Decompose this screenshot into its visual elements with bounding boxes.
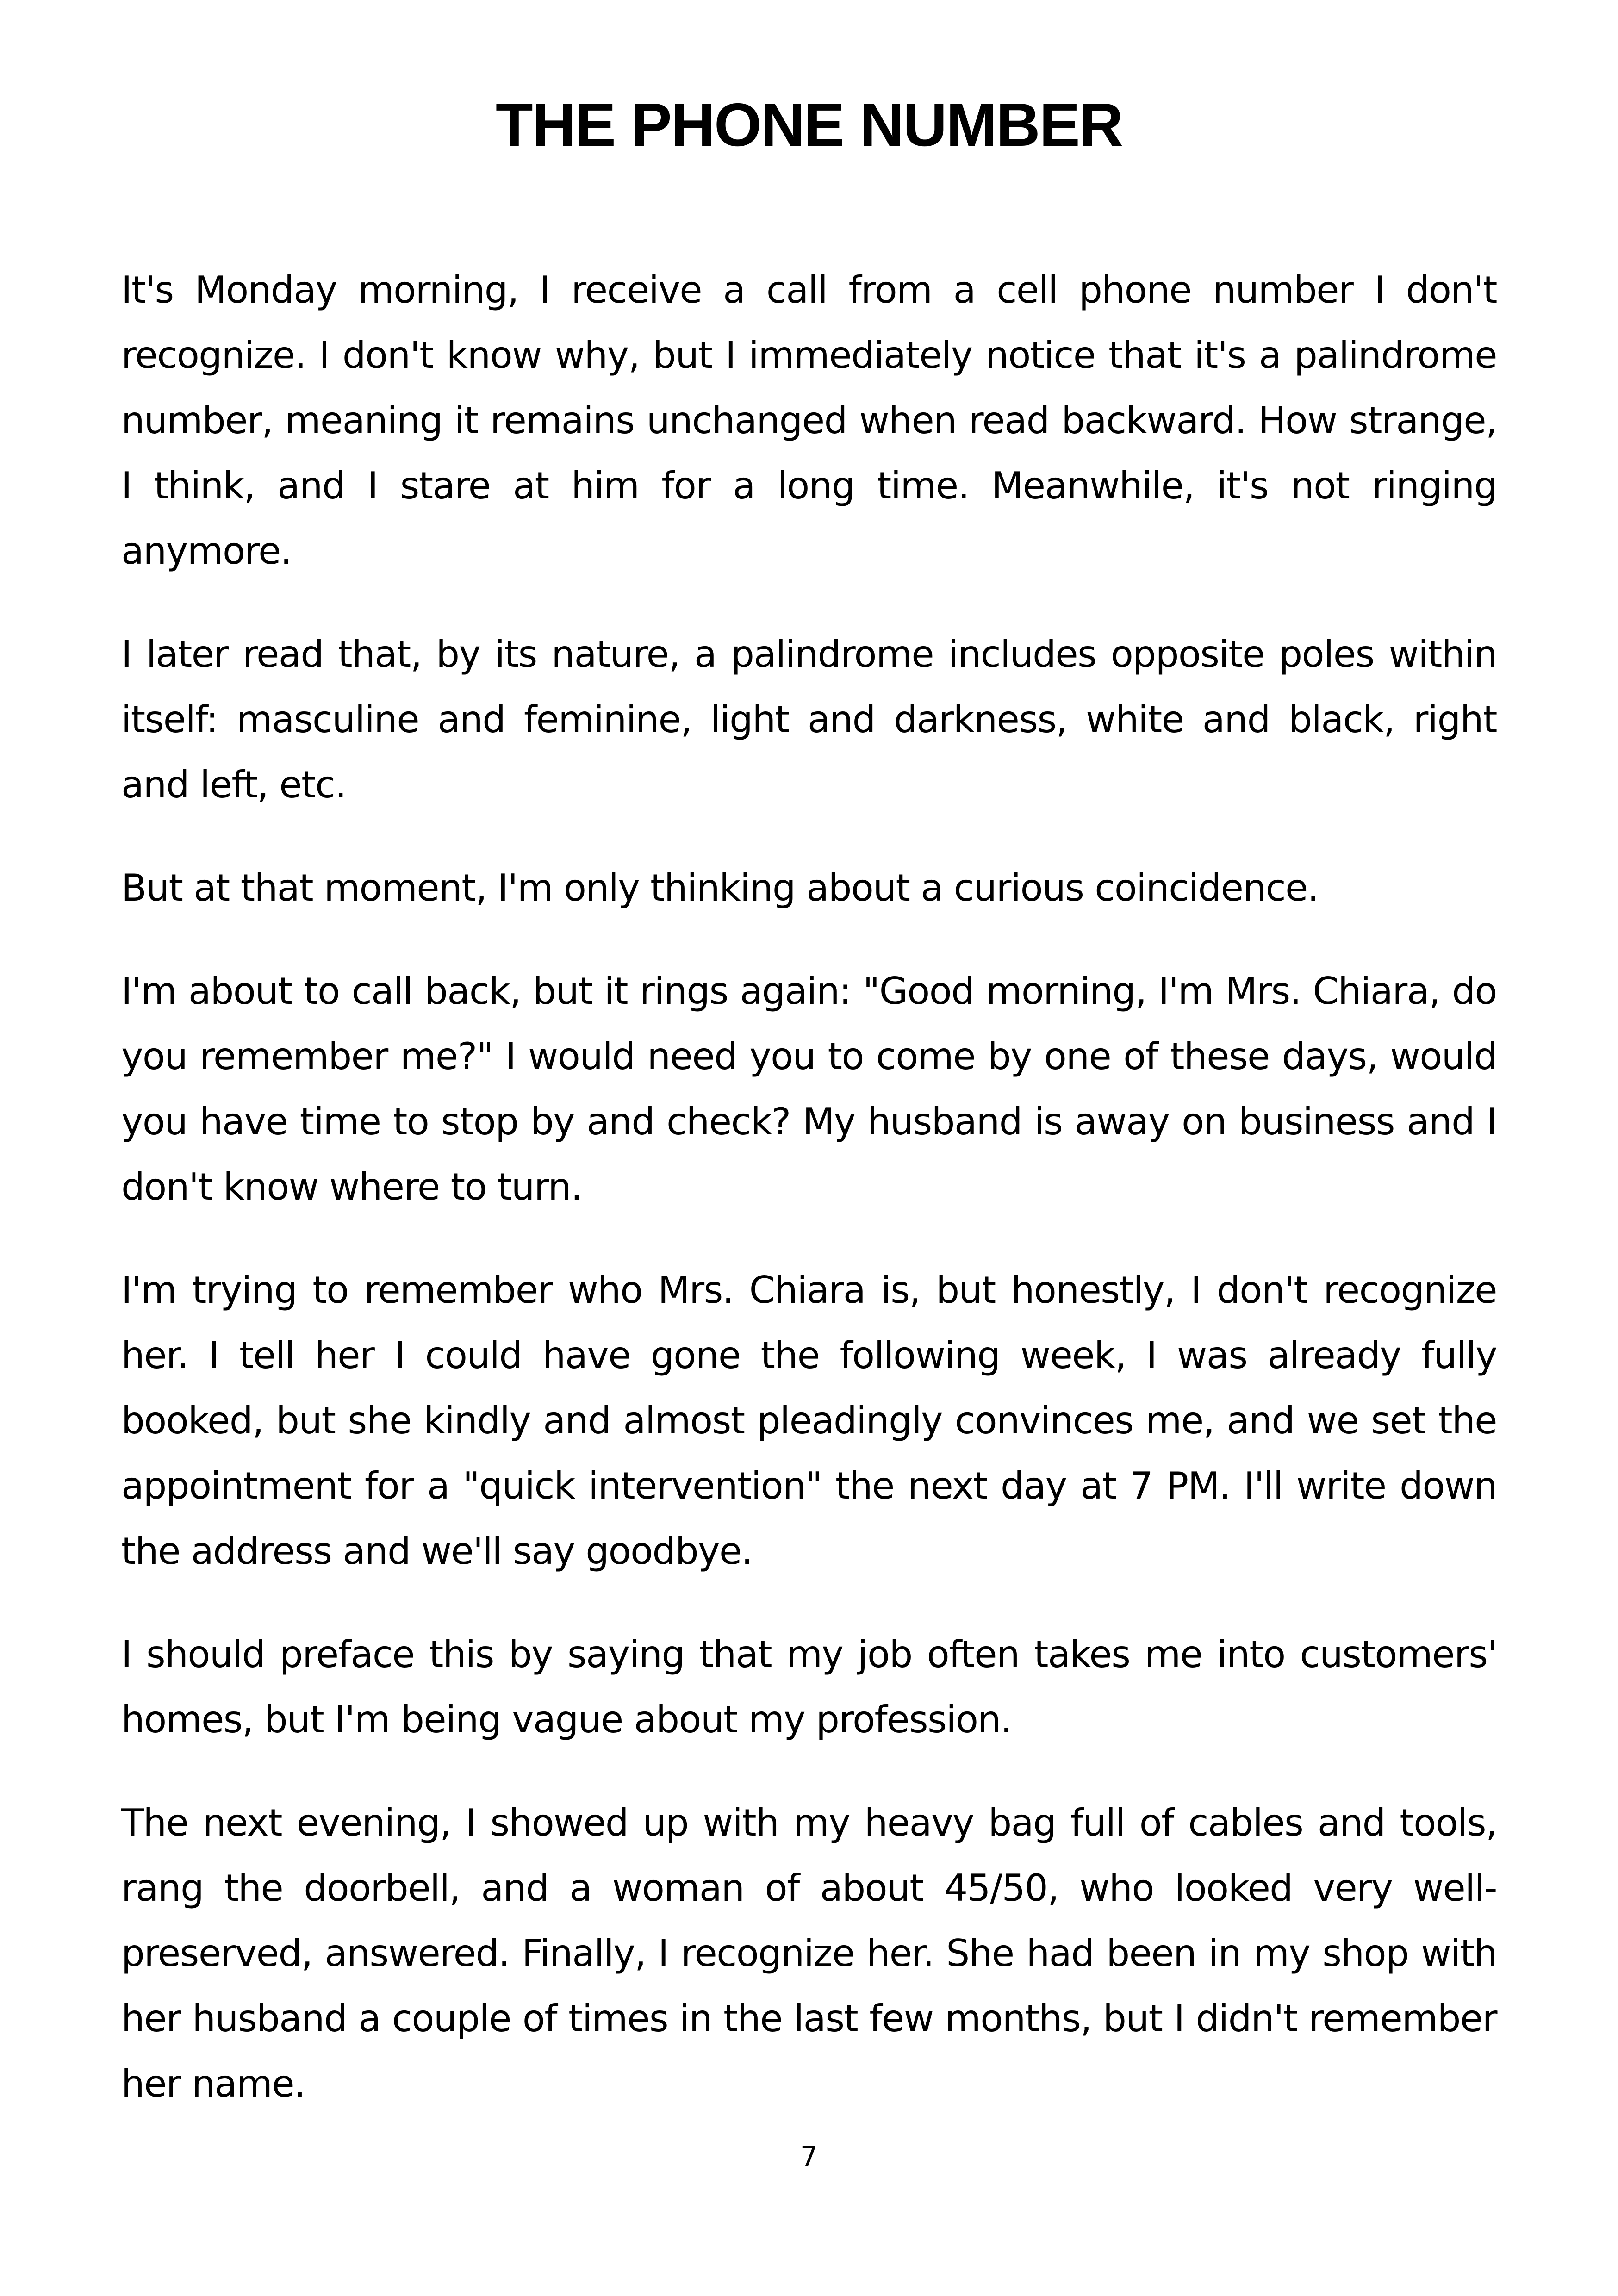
chapter-body [121, 257, 1497, 2116]
paragraph: The next evening, I showed up with my heavy bag full of cables and tools, rang the doorbell, and a woman of about 45/50, who looked very well-preserved, answered. Finally, I recognize her. She had been in my shop with her husband a couple of times in the last few months, but I didn't remember her name. [121, 1801, 1497, 2105]
page-number: 7 [800, 2140, 818, 2173]
paragraph: I'm about to call back, but it rings again: "Good morning, I'm Mrs. Chiara, do you remember me?" I would need you to come by one of these days, would you have time to stop by and check? My husband is away on business and I don't know where to turn. [121, 970, 1497, 1208]
paragraph: I'm trying to remember who Mrs. Chiara is, but honestly, I don't recognize her. I tell her I could have gone the following week, I was already fully booked, but she kindly and almost pleadingly convinces me, and we set the appointment for a "quick intervention" the next day at 7 PM. I'll write down the address and we'll say goodbye. [121, 1269, 1497, 1573]
paragraph: It's Monday morning, I receive a call from a cell phone number I don't recognize. I don't know why, but I immediately notice that it's a palindrome number, meaning it remains unchanged when read backward. How strange, I think, and I stare at him for a long time. Meanwhile, it's not ringing anymore. [121, 268, 1497, 572]
paragraph: I should preface this by saying that my job often takes me into customers' homes, but I'm being vague about my profession. [121, 1633, 1497, 1741]
paragraph: But at that moment, I'm only thinking about a curious coincidence. [121, 866, 1319, 909]
paragraph: I later read that, by its nature, a palindrome includes opposite poles within itself: masculine and feminine, light and darkness, white and black, right and left, etc. [121, 633, 1497, 806]
chapter-title: THE PHONE NUMBER [495, 91, 1123, 159]
